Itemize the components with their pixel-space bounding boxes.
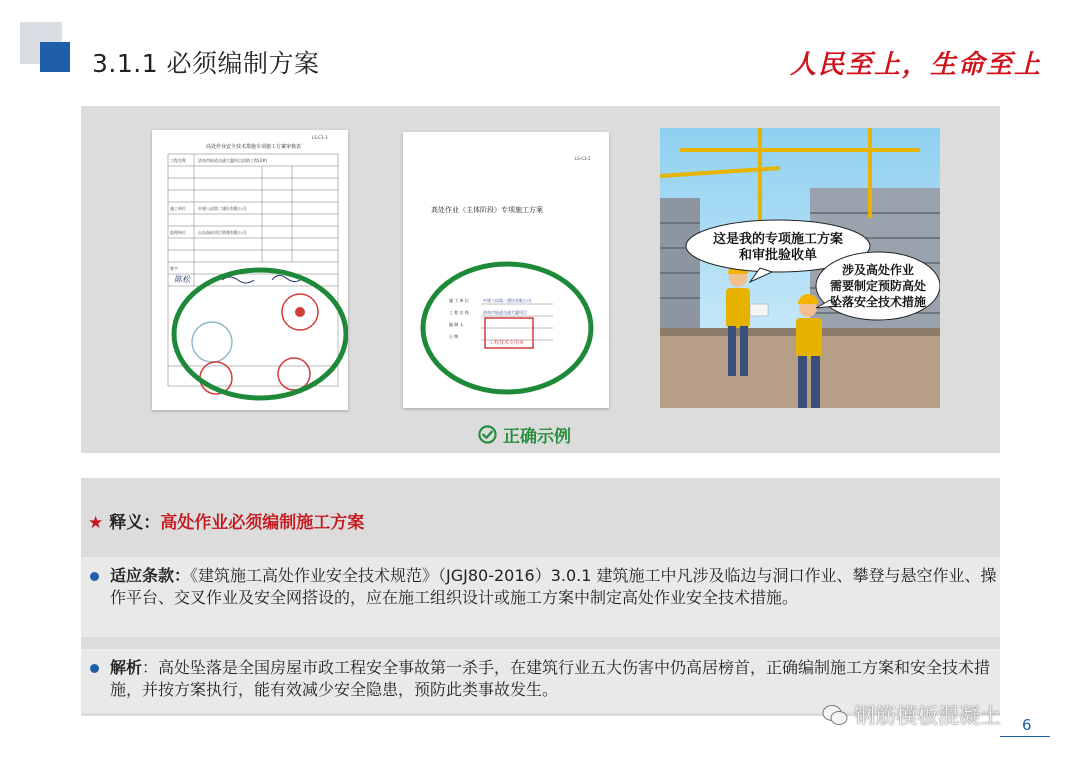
svg-text:编 制 人: 编 制 人 [449, 322, 464, 327]
svg-text:日 期: 日 期 [449, 334, 459, 339]
blue-seal-icon [192, 322, 232, 362]
doc1-code: LS-C3-3 [312, 135, 328, 140]
review-form-drawing [152, 130, 348, 410]
wechat-icon [822, 704, 848, 726]
doc1-heading-left: 高处作业安全技术措施 [206, 144, 257, 150]
check-circle-icon [478, 425, 497, 444]
svg-text:中建八局第二建设有限公司: 中建八局第二建设有限公司 [483, 298, 531, 303]
svg-text:施工单位: 施工单位 [170, 206, 186, 211]
page-number: 6 [1022, 716, 1032, 734]
stamp-text: 工程技术专用章 [489, 340, 525, 346]
analysis-paragraph [110, 657, 998, 701]
page-title: 3.1.1 必须编制方案 [92, 49, 320, 78]
clause-paragraph [110, 565, 998, 609]
analysis-label: 解析 [110, 658, 143, 677]
svg-text:中建八局第二建设有限公司: 中建八局第二建设有限公司 [198, 206, 246, 211]
svg-text:济南市轨道交通大厦项目消防工程(2#): 济南市轨道交通大厦项目消防工程(2#) [198, 158, 268, 163]
svg-text:工程名称: 工程名称 [170, 158, 186, 163]
definition-line [88, 508, 364, 533]
watermark [822, 700, 1001, 730]
green-highlight-circle [174, 270, 346, 398]
plan-cover-image [403, 132, 609, 408]
correct-example-text: 正确示例 [503, 427, 571, 447]
watermark-text: 钢筋模板混凝土 [854, 704, 1001, 728]
bubble2-line3: 坠落安全技术措施 [829, 295, 927, 309]
bullet-icon [90, 572, 99, 581]
analysis-text: ：高处坠落是全国房屋市政工程安全事故第一杀手，在建筑行业五大伤害中仍高居榜首，正确编制施工方案和安全技术措施，并按方案执行，能有效减少安全隐患，预防此类事故发生。 [110, 658, 991, 699]
page-number-underline [1000, 736, 1050, 737]
bubble1-line1: 这是我的专项施工方案 [712, 232, 844, 247]
svg-text:签字: 签字 [170, 266, 178, 271]
plan-cover-title: 高处作业（主体阶段）专项施工方案 [431, 206, 543, 214]
decor-square-blue [40, 42, 70, 72]
bullet-icon [90, 664, 99, 673]
scene-drawing [660, 128, 940, 408]
bubble2-line1: 涉及高处作业 [841, 263, 915, 277]
bubble2-line2: 需要制定预防高处 [829, 279, 927, 293]
svg-text:LS-C3-2: LS-C3-2 [575, 156, 591, 161]
star-icon: ★ [88, 513, 104, 533]
svg-text:工 程 名 称: 工 程 名 称 [449, 310, 469, 315]
doc1-heading-right: 专项施工方案审核表 [256, 144, 302, 150]
bubble1-line2: 和审批验收单 [738, 248, 818, 263]
correct-example-label [478, 422, 571, 447]
plan-cover-drawing [403, 132, 609, 408]
clause-text: 《建筑施工高处作业安全技术规范》（JGJ80-2016）3.0.1 建筑施工中凡涉及临边与洞口作业、攀登与悬空作业、操作平台、交叉作业及安全网搭设的，应在施工组织设计或施工方案中制定高处作业安全技术措施。 [110, 566, 997, 607]
slogan: 人民至上，生命至上 [789, 50, 1042, 80]
construction-scene-illustration [660, 128, 940, 408]
doc1-signature: 陈松 [174, 275, 190, 284]
svg-text:监理单位: 监理单位 [170, 230, 186, 235]
red-seal-icon [278, 358, 310, 390]
svg-text:济南市轨道交通大厦项目: 济南市轨道交通大厦项目 [483, 310, 527, 315]
clause-label: 适应条款： [110, 566, 191, 585]
svg-text:施 工 单 位: 施 工 单 位 [449, 298, 469, 303]
review-form-image [152, 130, 348, 410]
svg-text:山东高标项目管理有限公司: 山东高标项目管理有限公司 [198, 230, 246, 235]
definition-text: 高处作业必须编制施工方案 [160, 513, 365, 533]
definition-label: 释义： [109, 513, 161, 533]
